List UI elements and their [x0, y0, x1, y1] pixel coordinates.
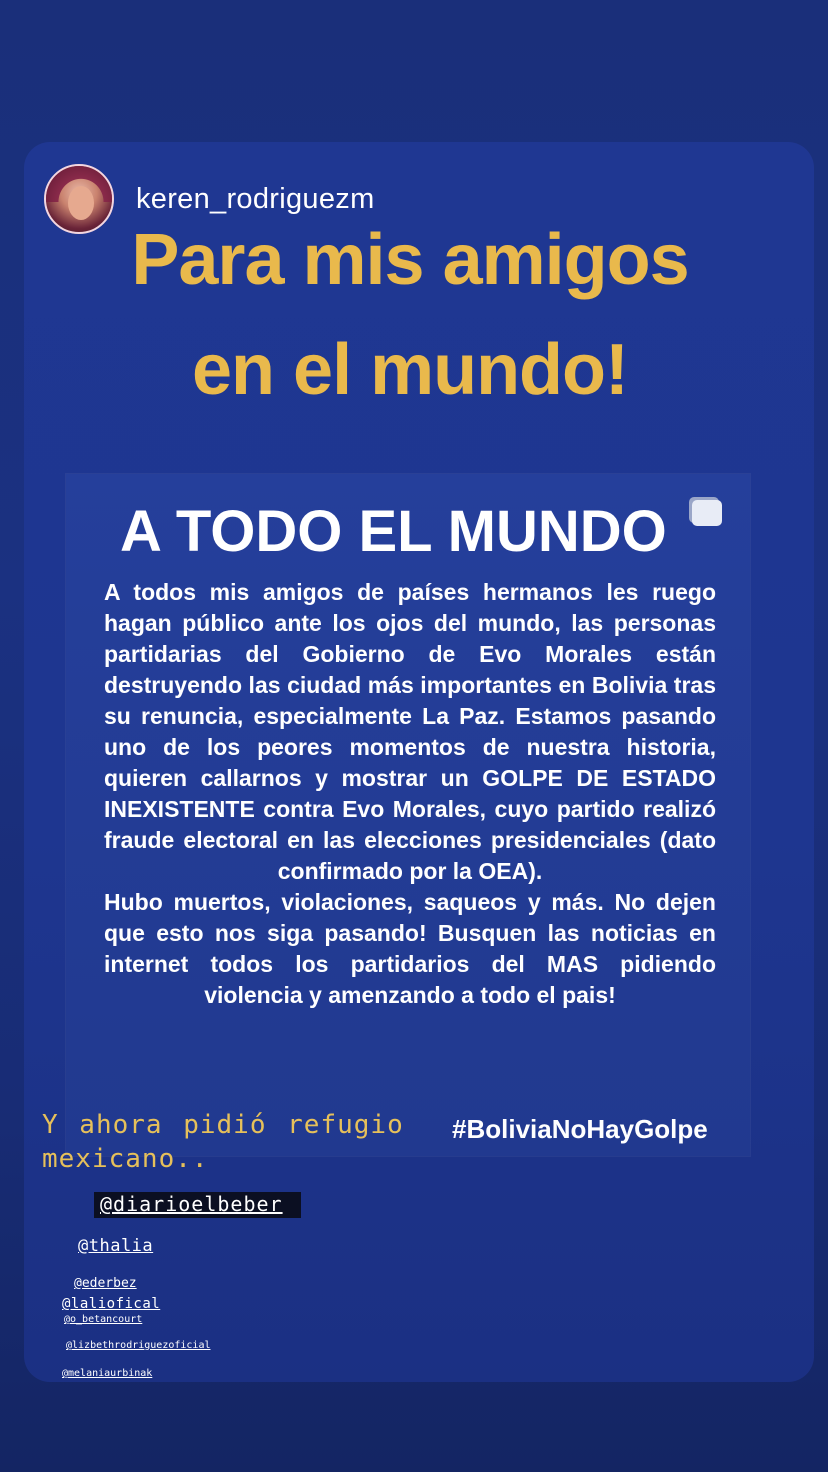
- hashtag[interactable]: #BoliviaNoHayGolpe: [452, 1114, 708, 1144]
- avatar-face: [68, 186, 94, 220]
- notice-title: A TODO EL MUNDO: [120, 499, 667, 564]
- notice-body: [104, 577, 716, 1011]
- username[interactable]: keren_rodriguezm: [136, 182, 375, 215]
- notice-paragraph-1: A todos mis amigos de países hermanos les ruego hagan público ante los ojos del mundo, las personas partidarias del Gobierno de Evo Morales están destruyendo las ciudad más importantes en Bolivia tras su renuncia, especialmente La Paz. Estamos pasando uno de los peores momentos de nuestra historia, quieren callarnos y mostrar un GOLPE DE ESTADO INEXISTENTE contra Evo Morales, cuyo partido realizó fraude electoral en las elecciones presidenciales (dato confirmado por la OEA).: [104, 579, 716, 884]
- mention-tag[interactable]: @lizbethrodriguezoficial: [66, 1340, 211, 1351]
- headline-line-1: Para mis amigos: [131, 220, 689, 300]
- mention-tag[interactable]: @o_betancourt: [64, 1314, 143, 1325]
- mention-tag[interactable]: @melaniaurbinak: [62, 1368, 153, 1379]
- mention-tag[interactable]: @diarioelbeber: [94, 1192, 301, 1218]
- notice-paragraph-2: Hubo muertos, violaciones, saqueos y más. No dejen que esto nos siga pasando! Busquen las noticias en internet todos los partidarios del MAS pidiendo violencia y amenzando a todo el pais!: [104, 889, 716, 1008]
- story-caption: Y ahora pidió refugio mexicano..: [42, 1110, 404, 1174]
- mention-tag[interactable]: @ederbez: [74, 1276, 137, 1291]
- mention-tag[interactable]: @thalia: [78, 1236, 154, 1256]
- mention-tag[interactable]: @laliofical: [62, 1296, 161, 1312]
- copy-icon: [692, 500, 722, 526]
- headline-line-2: en el mundo!: [192, 330, 628, 410]
